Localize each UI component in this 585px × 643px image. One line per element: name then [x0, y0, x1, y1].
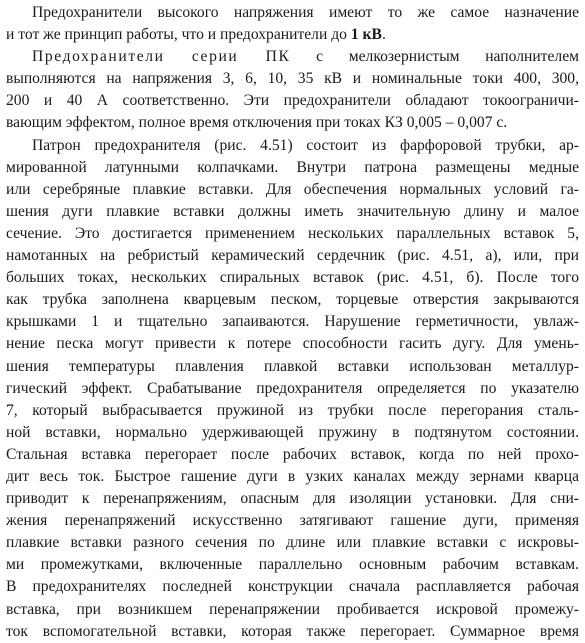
text-line [6, 24, 579, 46]
text-line: 200 и 40 А соответственно. Эти предохранители обладают токоограничи- [6, 92, 579, 110]
paragraph-1 [6, 2, 579, 46]
text-line: шения температуры плавления плавкой вставки использован металлур- [6, 357, 579, 375]
paragraph-3 [6, 135, 579, 643]
text-line: гический эффект. Срабатывание предохранителя определяется по указателю [6, 379, 579, 397]
series-title: Предохранители серии ПК [32, 48, 291, 66]
text-line: ми промежутками, включенные параллельно основным рабочим вставкам. [6, 556, 579, 574]
text-line: плавкие вставки разного сечения по длине или плавкие вставки с искровы- [6, 534, 579, 552]
text-line: приводит к перенапряжениям, опасным для изоляции установки. Для сни- [6, 490, 579, 508]
text-line: вставка, при возникшем перенапряжении пробивается искровой промежу- [6, 600, 579, 618]
text-line: выполняются на напряжения 3, 6, 10, 35 кВ и номинальные токи 400, 300, [6, 70, 579, 88]
text-line: ной вставки, нормально удерживающей пружину в подтянутом состоянии. [6, 423, 579, 441]
paragraph-2 [6, 46, 579, 134]
document-page [6, 2, 579, 643]
text-line: Стальная вставка перегорает после рабочих вставок, когда по ней прохо- [6, 445, 579, 463]
text-line: ток вспомогательной вставки, которая также перегорает. Суммарное время [6, 622, 579, 640]
voltage-value: 1 кВ [350, 26, 382, 44]
text-line: нение песка могут привести к потере способности гасить дугу. Для умень- [6, 335, 579, 353]
text-line: намотанных на ребристый керамический сердечник (рис. 4.51, а), или, при [6, 247, 579, 265]
text-line: жения перенапряжений искусственно затягивают гашение дуги, применяя [6, 512, 579, 530]
text-line: сечение. Это достигается применением нескольких параллельных вставок 5, [6, 224, 579, 242]
text-line: вающим эффектом, полное время отключения при токах КЗ 0,005 – 0,007 с. [6, 114, 508, 132]
text-line-start: и тот же принцип работы, что и предохранители до [6, 26, 351, 44]
text-line: крышками 1 и тщательно запаиваются. Нарушение герметичности, увлаж- [6, 313, 579, 331]
text-line: Предохранители высокого напряжения имеют то же самое назначение [32, 4, 579, 21]
text-line-rest: с мелкозернистым наполнителем [290, 48, 579, 66]
text-line: 7, который выбрасывается пружиной из трубки после перегорания сталь- [6, 401, 579, 419]
text-line: мированной латунными колпачками. Внутри патрона размещены медные [6, 158, 579, 176]
text-line: как трубка заполнена кварцевым песком, торцевые отверстия закрываются [6, 291, 579, 309]
text-line: Патрон предохранителя (рис. 4.51) состоит из фарфоровой трубки, ар- [32, 136, 579, 154]
text-line: или серебряные плавкие вставки. Для обеспечения нормальных условий га- [6, 180, 579, 198]
text-line: дит весь ток. Быстрое гашение дуги в узких каналах между зернами кварца [6, 467, 579, 485]
text-line [6, 46, 579, 68]
text-line-end: . [381, 26, 386, 44]
text-line: В предохранителях последней конструкции сначала расплавляется рабочая [6, 578, 579, 596]
text-line: больших токах, нескольких спиральных вставок (рис. 4.51, б). После того [6, 269, 579, 287]
text-line: шения дуги плавкие вставки должны иметь значительную длину и малое [6, 202, 579, 220]
